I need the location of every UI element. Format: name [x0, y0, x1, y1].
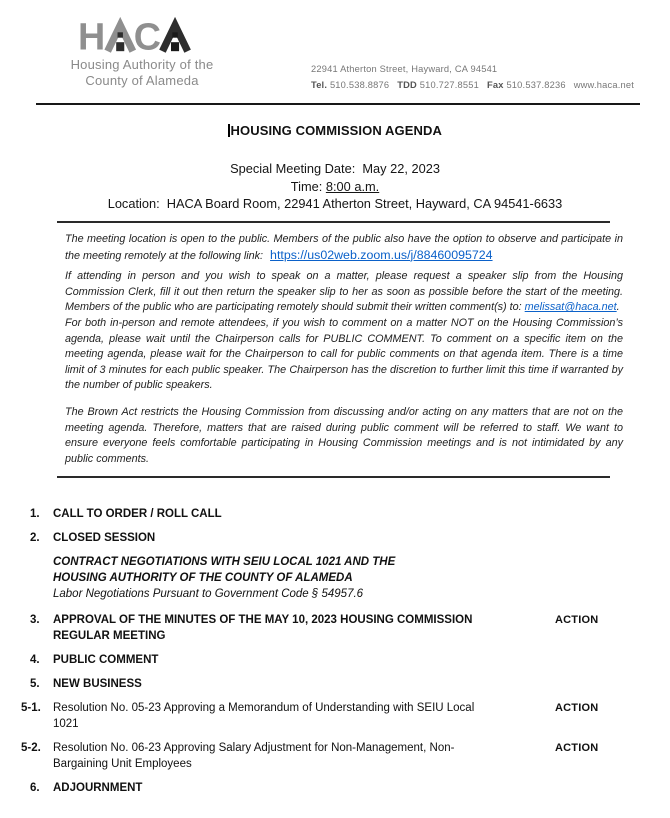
header-divider — [36, 103, 640, 105]
item-text: Resolution No. 05-23 Approving a Memorandum of Understanding with SEIU Local 1021 — [53, 702, 475, 730]
tel-value: 510.538.8876 — [329, 80, 390, 90]
org-name-line1: Housing Authority of the — [70, 57, 214, 72]
meeting-time-line: Time: 8:00 a.m. — [290, 178, 380, 194]
agenda-item-5-1 — [0, 700, 670, 732]
tel-label: Tel. — [311, 80, 328, 90]
action-label — [555, 652, 670, 668]
closed-session-detail — [53, 554, 670, 602]
agenda-item-6 — [0, 780, 670, 796]
notice-text — [57, 223, 623, 476]
svg-text:H: H — [78, 15, 106, 55]
agenda-item-1 — [0, 506, 670, 522]
meeting-time-value: 8:00 a.m. — [325, 178, 380, 194]
agenda-list — [0, 506, 670, 804]
action-label: ACTION — [555, 614, 599, 626]
page-title: HOUSING COMMISSION AGENDA — [0, 123, 670, 138]
zoom-meeting-link[interactable]: https://us02web.zoom.us/j/88460095724 — [270, 247, 493, 262]
agenda-item-5 — [0, 676, 670, 692]
item-number: 6. — [30, 782, 40, 794]
contact-address: 22941 Atherton Street, Hayward, CA 94541 — [311, 64, 498, 74]
fax-label: Fax — [487, 80, 504, 90]
meeting-date-line: Special Meeting Date: May 22, 2023 — [230, 161, 440, 176]
item-number: 5-1. — [21, 702, 41, 714]
notice-bottom-rule — [57, 476, 610, 478]
fax-value: 510.537.8236 — [506, 80, 566, 90]
meeting-info — [0, 160, 670, 213]
closed-session-line2: HOUSING AUTHORITY OF THE COUNTY OF ALAMEDA — [53, 572, 353, 584]
item-number: 5-2. — [21, 742, 41, 754]
tdd-value: 510.727.8551 — [419, 80, 480, 90]
agenda-item-2 — [0, 530, 670, 546]
action-label: ACTION — [555, 742, 599, 754]
meeting-date-value: May 22, 2023 — [362, 161, 440, 176]
svg-text:C: C — [133, 15, 161, 55]
contact-block — [311, 61, 634, 93]
item-number: 2. — [30, 532, 40, 544]
agenda-item-3 — [0, 612, 670, 644]
haca-logo-icon — [78, 15, 193, 60]
notice-paragraph-4: The Brown Act restricts the Housing Commission from discussing and/or acting on any matters that are not on the meeting agenda. Therefore, matters that are raised during public comment will be referred to staff. We want to ensure everyone feels comfortable participating in Housing Commission meetings and is not intimidated by any public comments. — [65, 405, 623, 465]
public-notice-box — [57, 221, 623, 478]
tdd-label: TDD — [397, 80, 417, 90]
item-text: NEW BUSINESS — [53, 678, 142, 690]
action-label — [555, 530, 670, 546]
item-number: 4. — [30, 654, 40, 666]
notice-paragraph-1: The meeting location is open to the public. Members of the public also have the option to observe and participate in the meeting remotely at the following link: https://us02web.zoom.us/j/88460095724 — [65, 233, 623, 262]
website-text: www.haca.net — [573, 80, 634, 90]
org-name-line2: County of Alameda — [85, 73, 199, 88]
action-label — [555, 780, 670, 796]
clerk-email-link[interactable]: melissat@haca.net — [524, 301, 617, 314]
action-label: ACTION — [555, 702, 599, 714]
item-text: CLOSED SESSION — [53, 532, 156, 544]
action-label — [555, 676, 670, 692]
item-number: 1. — [30, 508, 40, 520]
text-cursor-artifact — [228, 124, 230, 137]
item-text: APPROVAL OF THE MINUTES OF THE MAY 10, 2023 HOUSING COMMISSION REGULAR MEETING — [53, 614, 473, 642]
notice-paragraph-3: For both in-person and remote attendees, if you wish to comment on a matter NOT on the Housing Commission’s agenda, please wait until the Chairperson calls for PUBLIC COMMENT. To comment on a specific item on the meeting agenda, please wait for the Chairperson to call for public comments on that agenda item. There is a time limit of 3 minutes for each public speaker. The Chairperson has the discretion to further limit this time if warranted by the number of public speakers. — [65, 316, 623, 392]
item-text: CALL TO ORDER / ROLL CALL — [53, 508, 222, 520]
item-text: PUBLIC COMMENT — [53, 654, 159, 666]
meeting-location-value: HACA Board Room, 22941 Atherton Street, Hayward, CA 94541-6633 — [166, 196, 563, 211]
item-text: Resolution No. 06-23 Approving Salary Adjustment for Non-Management, Non-Bargaining Unit Employees — [53, 742, 455, 770]
item-number: 3. — [30, 614, 40, 626]
meeting-location-line: Location: HACA Board Room, 22941 Atherton Street, Hayward, CA 94541-6633 — [107, 196, 563, 211]
agenda-item-4 — [0, 652, 670, 668]
agenda-item-5-2 — [0, 740, 670, 772]
item-number: 5. — [30, 678, 40, 690]
contact-phones — [311, 77, 634, 93]
notice-paragraph-2: If attending in person and you wish to speak on a matter, please request a speaker slip from the Housing Commission Clerk, fill it out then return the speaker slip to her as soon as possible before the start of the meeting. Members of the public who are participating remotely should submit their written comment(s) to: melissat@haca.net. — [65, 270, 623, 314]
closed-session-line1: CONTRACT NEGOTIATIONS WITH SEIU LOCAL 1021 AND THE — [53, 556, 396, 568]
action-label — [555, 506, 670, 522]
closed-session-line3: Labor Negotiations Pursuant to Government Code § 54957.6 — [53, 588, 364, 600]
org-name — [44, 57, 240, 89]
item-text: ADJOURNMENT — [53, 782, 143, 794]
